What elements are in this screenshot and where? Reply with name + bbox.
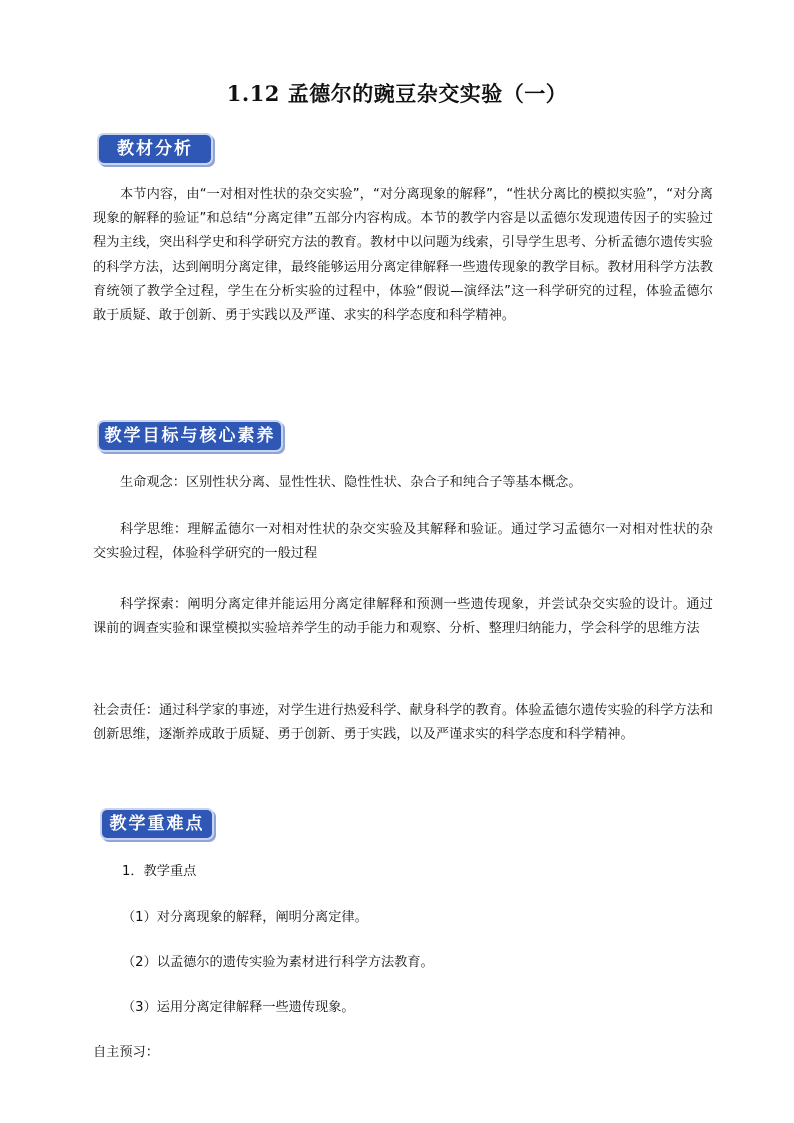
section-heading-analysis: 教材分析	[97, 133, 213, 165]
key-point-item: （1）对分离现象的解释，阐明分离定律。	[122, 910, 368, 925]
goal-scientific-inquiry: 科学探索：阐明分离定律并能运用分离定律解释和预测一些遗传现象，并尝试杂交实验的设计。通过课前的调查实验和课堂模拟实验培养学生的动手能力和观察、分析、整理归纳能力，学会科学的思维方法	[93, 597, 713, 637]
analysis-paragraph: 本节内容，由“一对相对性状的杂交实验”，“对分离现象的解释”，“性状分离比的模拟实验”，“对分离现象的解释的验证”和总结“分离定律”五部分内容构成。本节的教学内容是以孟德尔发现遗传因子的实验过程为主线，突出科学史和科学研究方法的教育。教材中以问题为线索，引导学生思考、分析孟德尔遗传实验的科学方法，达到阐明分离定律，最终能够运用分离定律解释一些遗传现象的教学目标。教材用科学方法教育统领了教学全过程，学生在分析实验的过程中，体验“假说—演绎法”这一科学研究的过程，体验孟德尔敢于质疑、敢于创新、勇于实践以及严谨、求实的科学态度和科学精神。	[93, 187, 713, 324]
section-heading-goals: 教学目标与核心素养	[97, 420, 283, 452]
goal-life-concept: 生命观念：区别性状分离、显性性状、隐性性状、杂合子和纯合子等基本概念。	[120, 475, 582, 490]
page-title: 1.12 孟德尔的豌豆杂交实验（一）	[226, 81, 568, 106]
key-points-subheading: 1．教学重点	[122, 864, 197, 879]
key-point-item: （2）以孟德尔的遗传实验为素材进行科学方法教育。	[122, 955, 434, 970]
goal-scientific-thinking: 科学思维：理解孟德尔一对相对性状的杂交实验及其解释和验证。通过学习孟德尔一对相对性状的杂交实验过程，体验科学研究的一般过程	[93, 522, 713, 562]
goal-social-responsibility: 社会责任：通过科学家的事迹，对学生进行热爱科学、献身科学的教育。体验孟德尔遗传实验的科学方法和创新思维，逐渐养成敢于质疑、勇于创新、勇于实践，以及严谨求实的科学态度和科学精神。	[93, 703, 713, 743]
key-point-item: （3）运用分离定律解释一些遗传现象。	[122, 1000, 355, 1015]
self-study-label: 自主预习：	[93, 1045, 159, 1060]
section-heading-key-points: 教学重难点	[100, 808, 214, 840]
